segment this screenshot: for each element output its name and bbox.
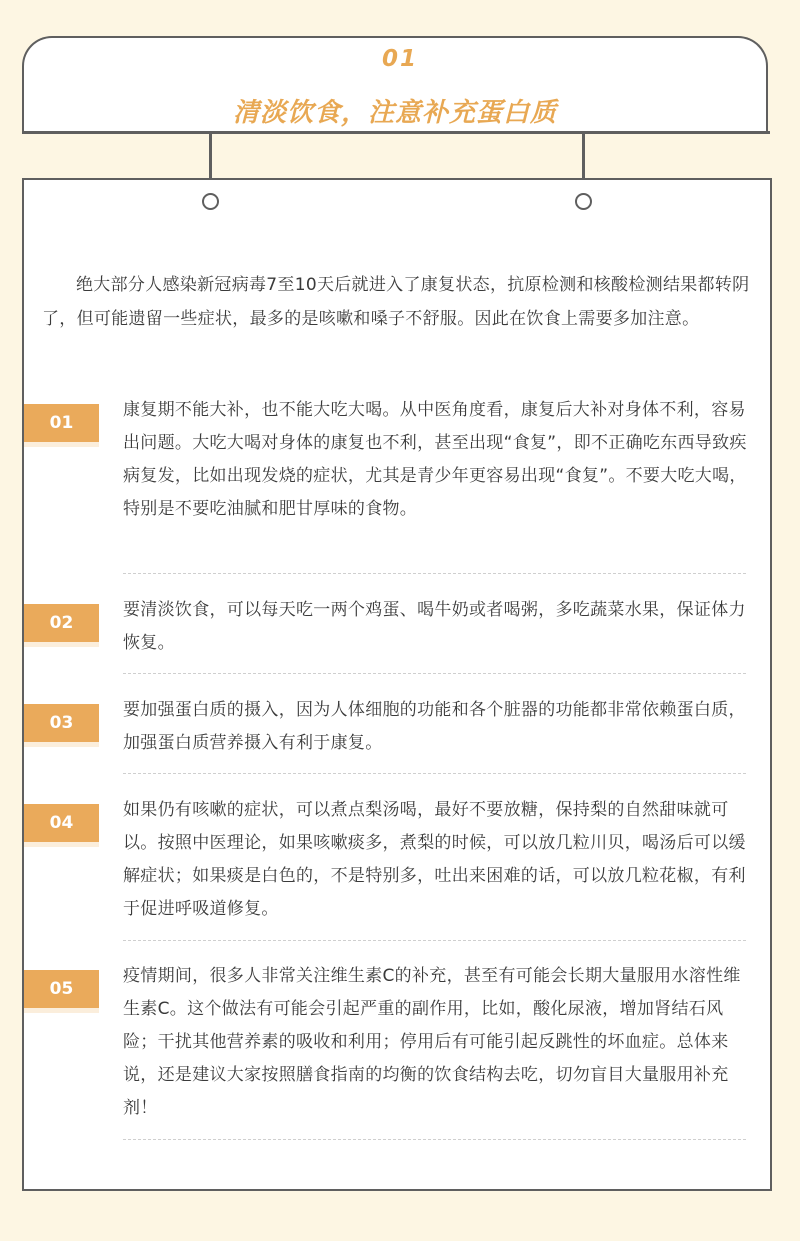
intro-paragraph: 绝大部分人感染新冠病毒7至10天后就进入了康复状态，抗原检测和核酸检测结果都转阴了，但可能遗留一些症状，最多的是咳嗽和嗓子不舒服。因此在饮食上需要多加注意。 (42, 275, 750, 329)
item-badge-01: 01 (24, 404, 99, 442)
left-hanger (209, 134, 212, 180)
item-text-05: 疫情期间，很多人非常关注维生素C的补充，甚至有可能会长期大量服用水溶性维生素C。这个做法有可能会引起严重的副作用，比如，酸化尿液，增加肾结石风险；干扰其他营养素的吸收和利用；停用后有可能引起反跳性的坏血症。总体来说，还是建议大家按照膳食指南的均衡的饮食结构去吃，切勿盲目大量服用补充剂！ (123, 966, 741, 1118)
item-text-01: 康复期不能大补，也不能大吃大喝。从中医角度看，康复后大补对身体不利，容易出问题。大吃大喝对身体的康复也不利，甚至出现“食复”，即不正确吃东西导致疾病复发，比如出现发烧的症状，尤其是青少年更容易出现“食复”。不要大吃大喝，特别是不要吃油腻和肥甘厚味的食物。 (123, 400, 747, 519)
left-ring-icon (202, 193, 219, 210)
item-badge-03: 03 (24, 704, 99, 742)
item-divider (123, 773, 746, 774)
item-badge-05: 05 (24, 970, 99, 1008)
item-badge-02: 02 (24, 604, 99, 642)
item-divider (123, 573, 746, 574)
section-number: 01 (381, 46, 418, 72)
item-divider (123, 673, 746, 674)
item-text-03: 要加强蛋白质的摄入，因为人体细胞的功能和各个脏器的功能都非常依赖蛋白质，加强蛋白质营养摄入有利于康复。 (123, 700, 746, 753)
item-divider (123, 940, 746, 941)
right-hanger (582, 134, 585, 180)
item-text-04: 如果仍有咳嗽的症状，可以煮点梨汤喝，最好不要放糖，保持梨的自然甜味就可以。按照中医理论，如果咳嗽痰多，煮梨的时候，可以放几粒川贝，喝汤后可以缓解症状；如果痰是白色的，不是特别多，吐出来困难的话，可以放几粒花椒，有利于促进呼吸道修复。 (123, 800, 746, 919)
item-text-02: 要清淡饮食，可以每天吃一两个鸡蛋、喝牛奶或者喝粥，多吃蔬菜水果，保证体力恢复。 (123, 600, 746, 653)
item-badge-04: 04 (24, 804, 99, 842)
header-divider (22, 131, 770, 134)
item-divider (123, 1139, 746, 1140)
right-ring-icon (575, 193, 592, 210)
section-title: 清淡饮食，注意补充蛋白质 (232, 98, 557, 128)
